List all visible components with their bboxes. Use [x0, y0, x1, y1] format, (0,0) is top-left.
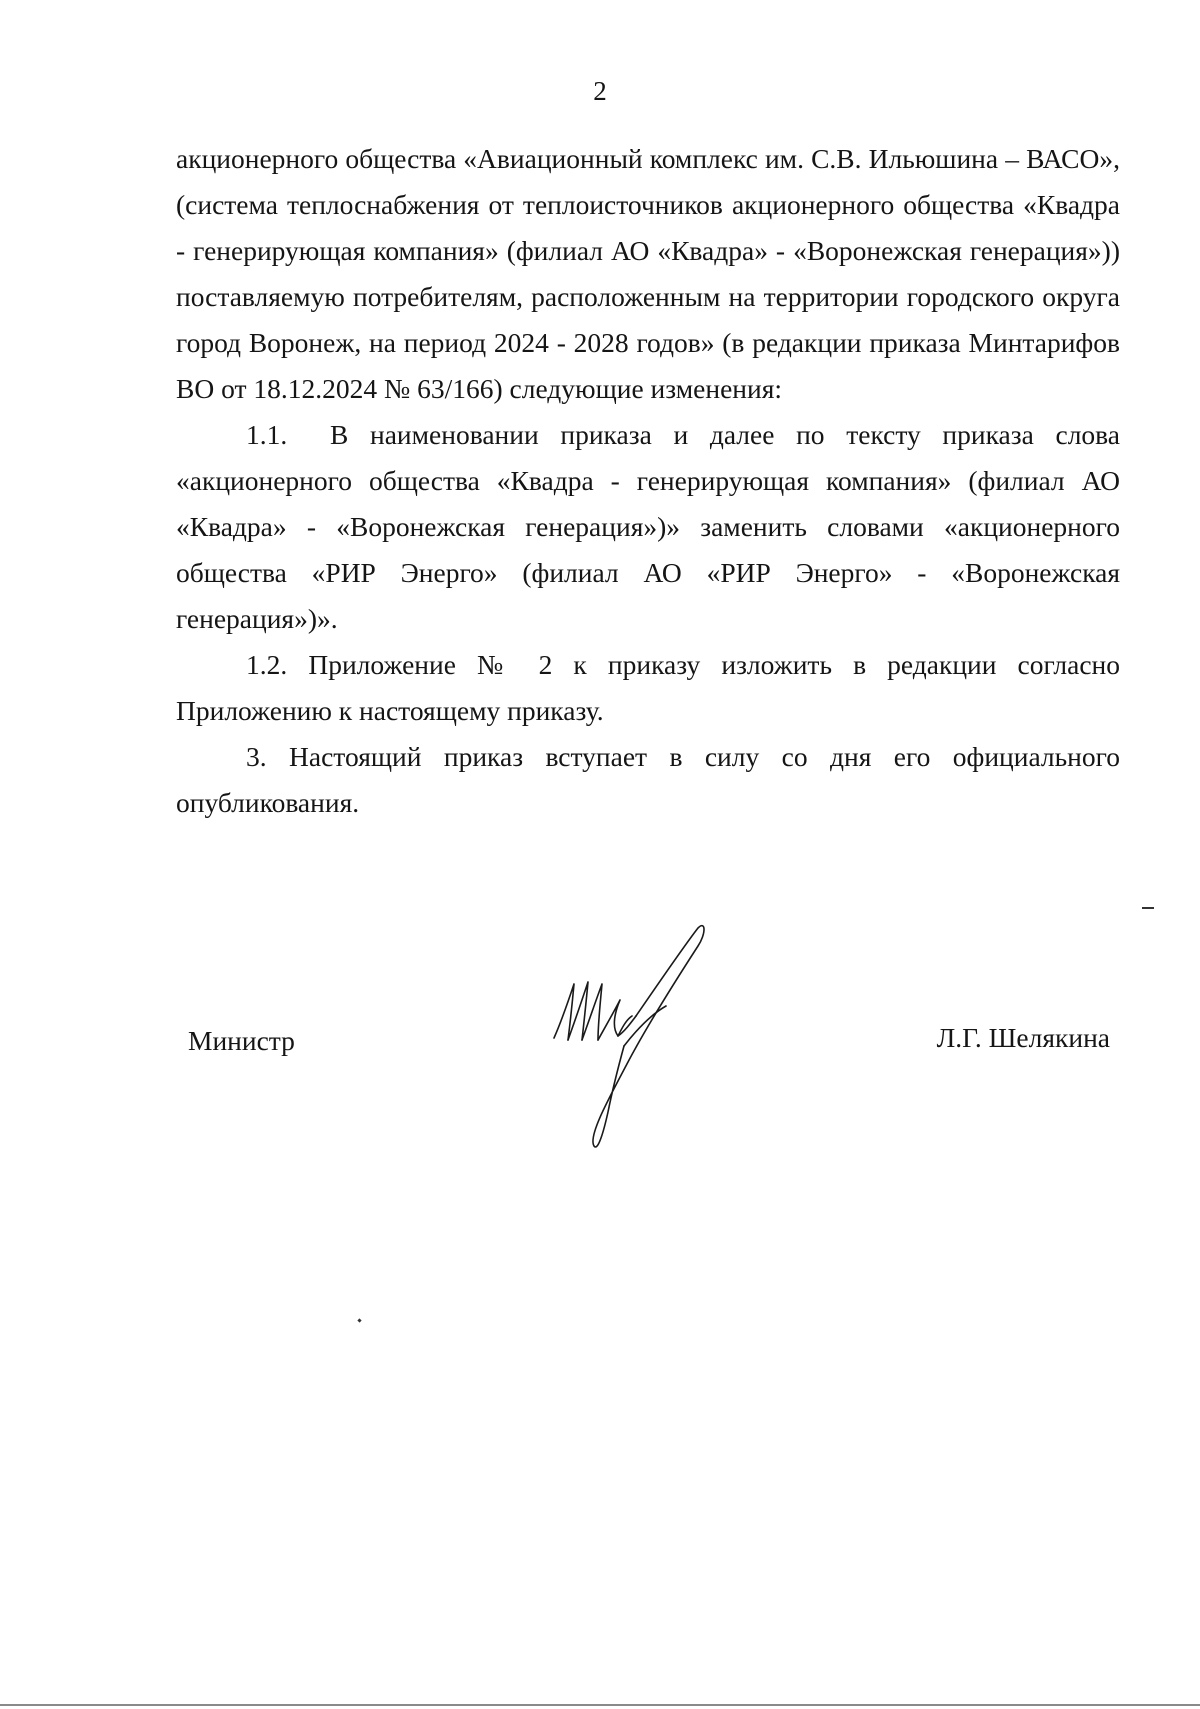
page-number: 2: [593, 76, 607, 106]
paragraph-item-1-1: [176, 412, 1120, 642]
handwritten-signature: [548, 916, 728, 1156]
paragraph-item-1-2: 1.2. Приложение № 2 к приказу изложить в редакции согласно Приложению к настоящему приказу.: [176, 649, 1120, 726]
intro-paragraph: акционерного общества «Авиационный комплекс им. С.В. Ильюшина – ВАСО», (система теплоснабжения от теплоисточников акционерного общества «Квадра - генерирующая компания» (филиал АО «Квадра» - «Воронежская генерация»)) поставляемую потребителям, расположенным на территории городского округа город Воронеж, на период 2024 - 2028 годов» (в редакции приказа Минтарифов ВО от 18.12.2024 № 63/166) следующие изменения:: [176, 143, 1120, 404]
signatory-position: Министр: [188, 1025, 295, 1056]
document-body: [176, 136, 1120, 826]
item-1-1-text: В наименовании приказа и далее по тексту приказа слова «акционерного общества «Квадра - генерирующая компания» (филиал АО «Квадра» - «Воронежская генерация»)» заменить словами «акционерного общества «РИР Энерго» (филиал АО «РИР Энерго» - «Воронежская генерация»)».: [176, 419, 1120, 634]
signatory-name: Л.Г. Шелякина: [936, 1022, 1110, 1053]
scan-artifact-dot: [357, 1318, 361, 1322]
paragraph-item-3: 3. Настоящий приказ вступает в силу со дня его официального опубликования.: [176, 741, 1120, 818]
item-1-1-number: 1.1.: [246, 419, 288, 450]
scan-bottom-edge: [0, 1704, 1200, 1706]
scan-artifact-dash: [1142, 907, 1154, 909]
